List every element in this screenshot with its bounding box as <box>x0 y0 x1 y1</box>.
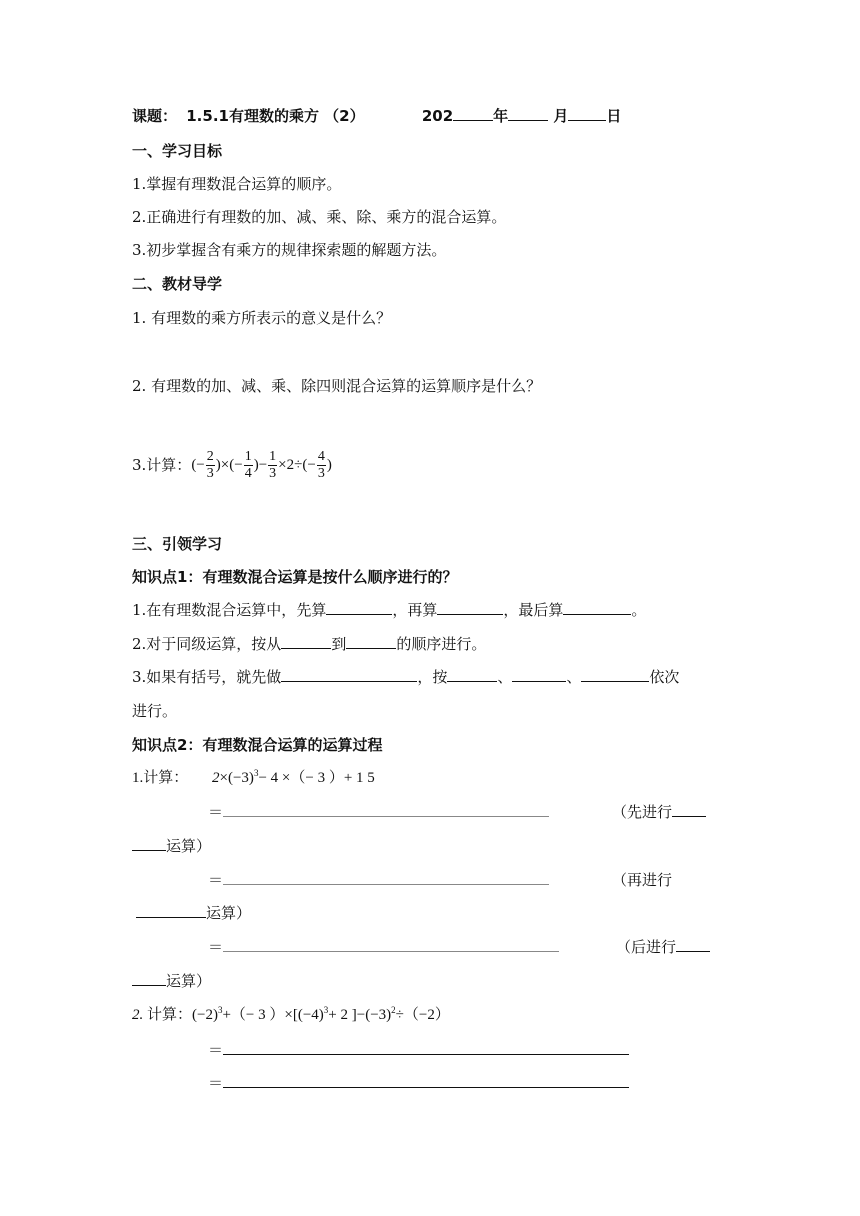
lesson-title: 1.5.1有理数的乘方 （2） <box>186 107 365 125</box>
calc-2-exponent-1: 3 <box>217 1005 223 1015</box>
year-prefix: 202 <box>421 107 454 125</box>
calc-2-step-2 <box>208 1073 629 1093</box>
section3-heading: 三、引领学习 <box>132 535 223 553</box>
fraction-denominator: 3 <box>269 465 277 481</box>
objective-item-2: 2.正确进行有理数的加、减、乘、除、乘方的混合运算。 <box>132 208 507 226</box>
equals-sign: ＝ <box>208 803 224 821</box>
answer-line-calc-2-2[interactable] <box>223 1073 629 1088</box>
fill-blank-last[interactable] <box>563 600 631 615</box>
fill-blank-order-1[interactable] <box>447 667 497 682</box>
step-3-note-cont <box>132 971 211 991</box>
guide-question-3 <box>132 444 332 486</box>
fill-blank-from[interactable] <box>281 634 331 649</box>
fill-blank-step-1b[interactable] <box>132 836 166 851</box>
calc-1-expr-c: − 4 ×（− 3 ）+ 1 5 <box>258 770 375 786</box>
answer-line-step-3[interactable] <box>223 937 559 952</box>
fraction-numerator: 1 <box>269 448 277 464</box>
calc-1-exponent: 3 <box>253 768 259 778</box>
knowledge-point-1-title: 知识点1：有理数混合运算是按什么顺序进行的？ <box>132 568 458 586</box>
q3-fraction-3 <box>268 449 277 482</box>
equals-sign: ＝ <box>208 1041 224 1059</box>
q3-fraction-4 <box>317 449 326 482</box>
fraction-denominator: 3 <box>317 465 325 481</box>
equals-sign: ＝ <box>208 938 224 956</box>
calc-1-step-3 <box>208 937 559 957</box>
year-label: 年 <box>493 107 509 125</box>
calc-2-number: 2. <box>132 1007 144 1023</box>
answer-line-step-2[interactable] <box>223 870 549 885</box>
step-1-note-end: 运算） <box>166 837 212 855</box>
fraction-numerator: 2 <box>206 448 214 464</box>
answer-line-calc-2-1[interactable] <box>223 1040 629 1055</box>
fill-blank-order-3[interactable] <box>581 667 649 682</box>
kp1-l3-text-c: 、 <box>497 668 513 686</box>
fill-blank-brackets[interactable] <box>281 667 417 682</box>
kp1-l2-text-a: 2.对于同级运算，按从 <box>132 635 282 653</box>
kp1-l1-text-b: ，再算 <box>392 601 438 619</box>
fill-blank-order-2[interactable] <box>512 667 566 682</box>
step-1-note-text: （先进行 <box>612 803 673 821</box>
q3-expression <box>191 449 332 482</box>
fill-blank-step-2[interactable] <box>136 903 206 918</box>
kp2-calc-1 <box>132 768 375 788</box>
kp1-l2-text-c: 的顺序进行。 <box>396 635 487 653</box>
fraction-denominator: 3 <box>206 465 214 481</box>
calc-1-coefficient: 2 <box>212 770 220 786</box>
kp2-calc-2 <box>132 1005 450 1025</box>
kp1-l3-text-b: ，按 <box>417 668 448 686</box>
step-1-note <box>612 802 706 822</box>
kp1-l3-text-a: 3.如果有括号，就先做 <box>132 668 282 686</box>
guide-question-2: 2. 有理数的加、减、乘、除四则混合运算的运算顺序是什么？ <box>132 377 542 395</box>
fill-blank-step-3a[interactable] <box>676 937 710 952</box>
fill-blank-to[interactable] <box>346 634 396 649</box>
q3-fraction-2 <box>244 449 253 482</box>
calc-1-expr-b: ×(−3) <box>219 770 254 786</box>
header-label: 课题： <box>132 107 178 125</box>
section2-heading: 二、教材导学 <box>132 275 223 293</box>
kp1-l1-text-d: 。 <box>631 601 647 619</box>
step-3-note <box>616 937 710 957</box>
calc-2-exponent-2: 3 <box>323 1005 329 1015</box>
step-1-note-cont <box>132 836 211 856</box>
kp1-line-3-cont: 进行。 <box>132 702 178 720</box>
q3-close-paren: ) <box>326 457 332 473</box>
year-blank[interactable] <box>453 106 493 121</box>
calc-2-expr-c: + 2 ]−(−3) <box>328 1007 392 1023</box>
fraction-numerator: 4 <box>317 448 325 464</box>
calc-2-expr-a: (−2) <box>192 1007 218 1023</box>
kp1-l3-text-d: 、 <box>566 668 582 686</box>
equals-sign: ＝ <box>208 871 224 889</box>
day-label: 日 <box>606 107 622 125</box>
step-3-note-text: （后进行 <box>616 938 677 956</box>
calc-1-step-2 <box>208 870 549 890</box>
kp1-l3-text-e: 依次 <box>649 668 680 686</box>
calc-2-step-1 <box>208 1040 629 1060</box>
step-3-note-end: 运算） <box>166 972 212 990</box>
month-blank[interactable] <box>508 106 548 121</box>
kp1-l2-text-b: 到 <box>331 635 347 653</box>
calc-2-expr-d: ÷（−2） <box>395 1007 450 1023</box>
fill-blank-then[interactable] <box>437 600 503 615</box>
answer-line-step-1[interactable] <box>223 802 549 817</box>
month-label: 月 <box>548 107 569 125</box>
header-line <box>132 106 621 126</box>
kp1-line-1 <box>132 600 646 620</box>
guide-question-1: 1. 有理数的乘方所表示的意义是什么？ <box>132 309 392 327</box>
calc-1-step-1 <box>208 802 549 822</box>
q3-label: 3.计算： <box>132 456 192 474</box>
calc-2-expr-b: +（− 3 ）×[(−4) <box>222 1007 324 1023</box>
q3-operator: )×(− <box>215 457 243 473</box>
knowledge-point-2-title: 知识点2：有理数混合运算的运算过程 <box>132 736 383 754</box>
objective-item-1: 1.掌握有理数混合运算的顺序。 <box>132 175 342 193</box>
calc-1-label: 1.计算： <box>132 770 189 786</box>
kp1-l1-text-c: ，最后算 <box>503 601 564 619</box>
day-blank[interactable] <box>568 106 606 121</box>
q3-operator: )− <box>253 457 268 473</box>
equals-sign: ＝ <box>208 1074 224 1092</box>
kp1-line-3 <box>132 667 679 687</box>
q3-operator: ×2÷(− <box>278 457 316 473</box>
step-2-note: （再进行 <box>612 871 673 889</box>
q3-fraction-1 <box>206 449 215 482</box>
fill-blank-first[interactable] <box>326 600 392 615</box>
fill-blank-step-3b[interactable] <box>132 971 166 986</box>
fraction-denominator: 4 <box>244 465 252 481</box>
kp1-l1-text-a: 1.在有理数混合运算中，先算 <box>132 601 327 619</box>
kp1-line-2 <box>132 634 486 654</box>
calc-2-exponent-3: 2 <box>391 1005 396 1015</box>
calc-2-label: 计算： <box>143 1007 193 1023</box>
step-2-note-end: 运算） <box>206 904 252 922</box>
objective-item-3: 3.初步掌握含有乘方的规律探索题的解题方法。 <box>132 241 447 259</box>
q3-open-paren: (− <box>191 457 205 473</box>
fill-blank-step-1a[interactable] <box>672 802 706 817</box>
step-2-note-cont <box>136 903 251 923</box>
section1-heading: 一、学习目标 <box>132 142 223 160</box>
fraction-numerator: 1 <box>244 448 252 464</box>
